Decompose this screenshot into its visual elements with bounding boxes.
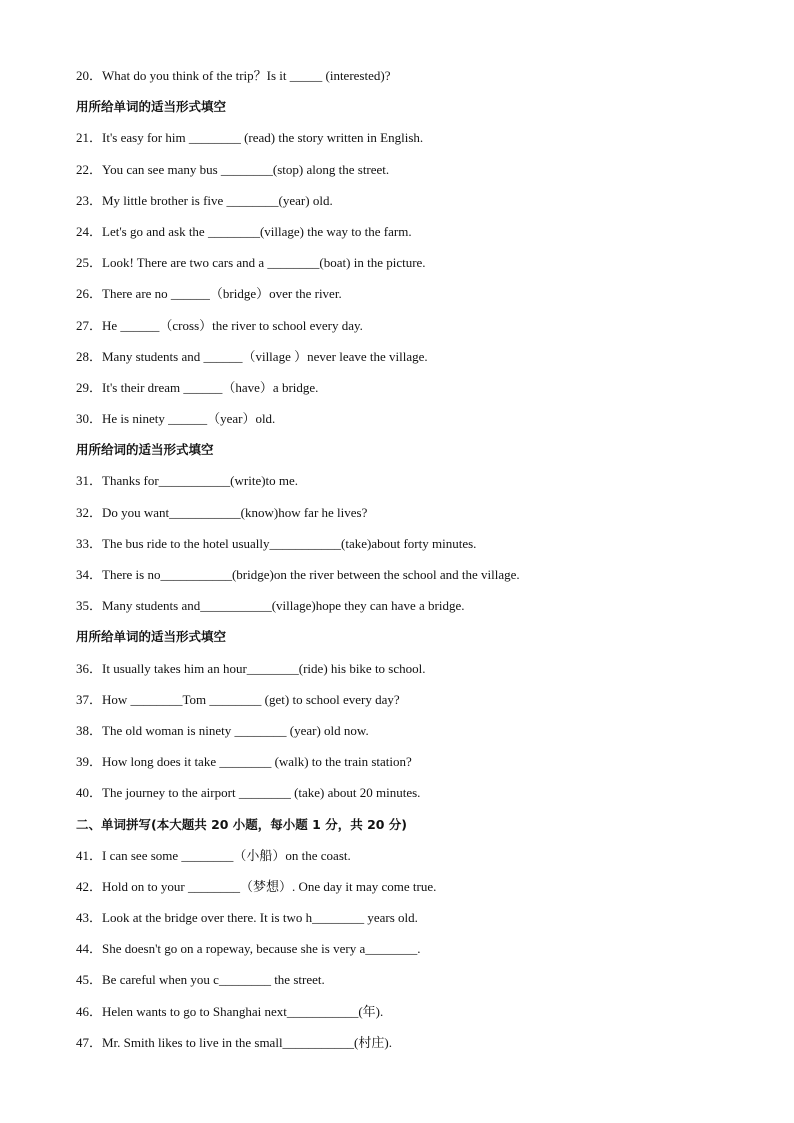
section-heading: 用所给单词的适当形式填空 bbox=[76, 99, 227, 115]
question-line: 31．Thanks for___________(write)to me. bbox=[76, 473, 299, 489]
question-line: 33．The bus ride to the hotel usually___________(take)about forty minutes. bbox=[76, 535, 477, 551]
question-line: 38．The old woman is ninety ________ (year) old now. bbox=[76, 722, 369, 738]
question-line: 27．He ______（cross）the river to school every day. bbox=[76, 317, 363, 333]
question-line: 46．Helen wants to go to Shanghai next___________(年). bbox=[76, 1003, 384, 1019]
question-line: 43．Look at the bridge over there. It is two h________ years old. bbox=[76, 910, 418, 926]
question-line: 28．Many students and ______（village ）never leave the village. bbox=[76, 348, 428, 364]
question-line: 21．It's easy for him ________ (read) the story written in English. bbox=[76, 130, 424, 146]
section-heading: 用所给词的适当形式填空 bbox=[76, 442, 214, 458]
question-line: 26．There are no ______（bridge）over the river. bbox=[76, 286, 342, 302]
question-line: 24．Let's go and ask the ________(village) the way to the farm. bbox=[76, 223, 412, 239]
question-line: 25．Look! There are two cars and a ________(boat) in the picture. bbox=[76, 255, 426, 271]
question-line: 35．Many students and___________(village)hope they can have a bridge. bbox=[76, 598, 465, 614]
question-line: 45．Be careful when you c________ the street. bbox=[76, 972, 325, 988]
question-line: 29．It's their dream ______（have）a bridge. bbox=[76, 379, 319, 395]
question-line: 39．How long does it take ________ (walk) to the train station? bbox=[76, 754, 412, 770]
worksheet-page bbox=[76, 60, 756, 1058]
question-line: 23．My little brother is five ________(year) old. bbox=[76, 192, 333, 208]
question-line: 20．What do you think of the trip？Is it _____ (interested)? bbox=[76, 68, 391, 83]
question-line: 44．She doesn't go on a ropeway, because she is very a________. bbox=[76, 941, 421, 957]
question-line: 36．It usually takes him an hour________(ride) his bike to school. bbox=[76, 660, 426, 676]
section-heading: 二、单词拼写(本大题共 20 小题，每小题 1 分，共 20 分) bbox=[76, 816, 408, 832]
question-line: 40．The journey to the airport ________ (take) about 20 minutes. bbox=[76, 785, 421, 801]
question-line: 22．You can see many bus ________(stop) along the street. bbox=[76, 161, 390, 177]
question-line: 41．I can see some ________（小船）on the coast. bbox=[76, 847, 351, 863]
question-line: 42．Hold on to your ________（梦想）. One day it may come true. bbox=[76, 878, 437, 894]
section-heading: 用所给单词的适当形式填空 bbox=[76, 629, 227, 645]
question-line: 34．There is no___________(bridge)on the river between the school and the village. bbox=[76, 567, 520, 582]
question-line: 30．He is ninety ______（year）old. bbox=[76, 411, 276, 427]
question-line: 47．Mr. Smith likes to live in the small___________(村庄). bbox=[76, 1034, 392, 1050]
question-line: 37．How ________Tom ________ (get) to school every day? bbox=[76, 691, 400, 707]
question-line: 32．Do you want___________(know)how far he lives? bbox=[76, 504, 368, 520]
